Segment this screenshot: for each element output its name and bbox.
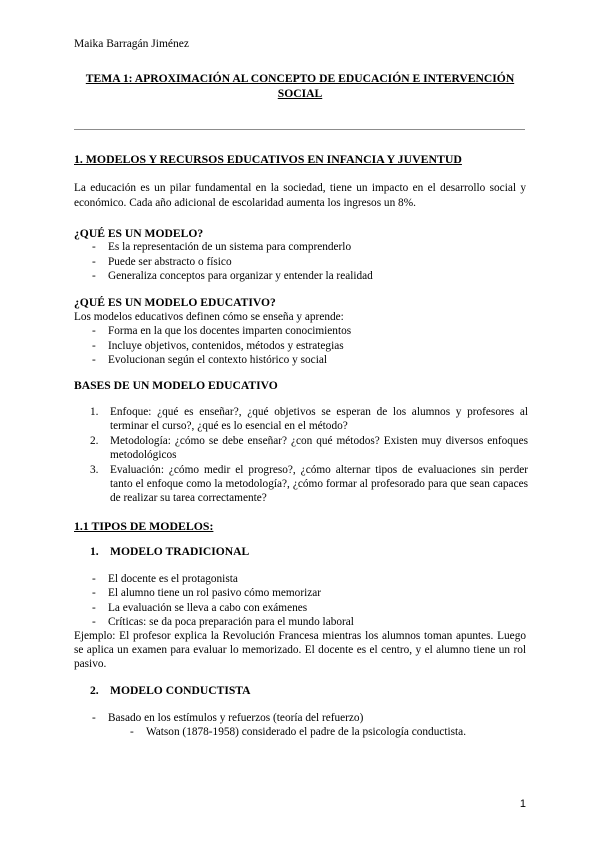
heading-modelo-educativo: ¿QUÉ ES UN MODELO EDUCATIVO? — [74, 296, 276, 309]
page-number: 1 — [519, 798, 526, 810]
dash-bullet: - — [92, 256, 96, 268]
dash-bullet: - — [92, 712, 96, 724]
heading-modelo-tradicional: 1. MODELO TRADICIONAL — [90, 545, 250, 558]
example-paragraph: Ejemplo: El profesor explica la Revolución Francesa mientras los alumnos toman apuntes. Luego se aplica un examen para evaluar lo memorizado. El docente es el centro, y el alumno tiene un rol pasivo. — [74, 630, 526, 670]
numbered-item: 3. Evaluación: ¿cómo medir el progreso?, ¿cómo alternar tipos de evaluaciones sin perder tanto el enfoque como la metodología?, ¿cómo formar al profesorado para que sean capaces de realizar su tarea correctamente? — [90, 464, 528, 504]
dash-bullet: - — [92, 602, 96, 614]
dash-bullet: - — [92, 354, 96, 366]
divider-line — [74, 129, 525, 130]
dash-bullet: - — [92, 340, 96, 352]
dash-bullet: - — [92, 241, 96, 253]
list-item: - El docente es el protagonista — [92, 573, 238, 585]
heading-bases: BASES DE UN MODELO EDUCATIVO — [74, 379, 278, 392]
dash-bullet: - — [92, 270, 96, 282]
section-heading-modelos: 1. MODELOS Y RECURSOS EDUCATIVOS EN INFANCIA Y JUVENTUD — [74, 152, 462, 166]
dash-bullet: - — [92, 587, 96, 599]
list-item: - La evaluación se lleva a cabo con exámenes — [92, 602, 308, 614]
list-item: - Puede ser abstracto o físico — [92, 256, 232, 268]
dash-bullet: - — [92, 573, 96, 585]
heading-que-es-modelo: ¿QUÉ ES UN MODELO? — [74, 227, 204, 240]
list-item: - Evolucionan según el contexto histórico y social — [92, 354, 327, 366]
list-item: - El alumno tiene un rol pasivo cómo memorizar — [92, 587, 322, 599]
list-item: - Es la representación de un sistema para comprenderlo — [92, 241, 352, 253]
list-item: - Forma en la que los docentes imparten conocimientos — [92, 325, 352, 337]
author-name: Maika Barragán Jiménez — [74, 38, 189, 50]
modelo-educativo-intro: Los modelos educativos definen cómo se enseña y aprende: — [74, 311, 344, 323]
heading-modelo-conductista: 2. MODELO CONDUCTISTA — [90, 684, 251, 697]
list-item: - Basado en los estímulos y refuerzos (teoría del refuerzo) — [92, 712, 364, 724]
dash-bullet: - — [92, 325, 96, 337]
dash-bullet: - — [92, 616, 96, 628]
heading-tipos-modelos: 1.1 TIPOS DE MODELOS: — [74, 519, 214, 533]
numbered-item: 2. Metodología: ¿cómo se debe enseñar? ¿con qué métodos? Existen muy diversos enfoques metodológicos — [90, 435, 528, 461]
list-item: - Críticas: se da poca preparación para el mundo laboral — [92, 616, 354, 628]
dash-bullet: - — [130, 726, 134, 738]
document-title: TEMA 1: APROXIMACIÓN AL CONCEPTO DE EDUCACIÓN E INTERVENCIÓN SOCIAL — [85, 72, 515, 100]
numbered-item: 1. Enfoque: ¿qué es enseñar?, ¿qué objetivos se esperan de los alumnos y profesores al terminar el curso?, ¿qué es lo esencial en el método? — [90, 406, 528, 432]
sub-list-item: - Watson (1878-1958) considerado el padre de la psicología conductista. — [130, 726, 467, 738]
list-item: - Generaliza conceptos para organizar y entender la realidad — [92, 270, 373, 282]
list-item: - Incluye objetivos, contenidos, métodos y estrategias — [92, 340, 344, 352]
intro-paragraph: La educación es un pilar fundamental en la sociedad, tiene un impacto en el desarrollo social y económico. Cada año adicional de escolaridad aumenta los ingresos un 8%. — [74, 182, 526, 209]
